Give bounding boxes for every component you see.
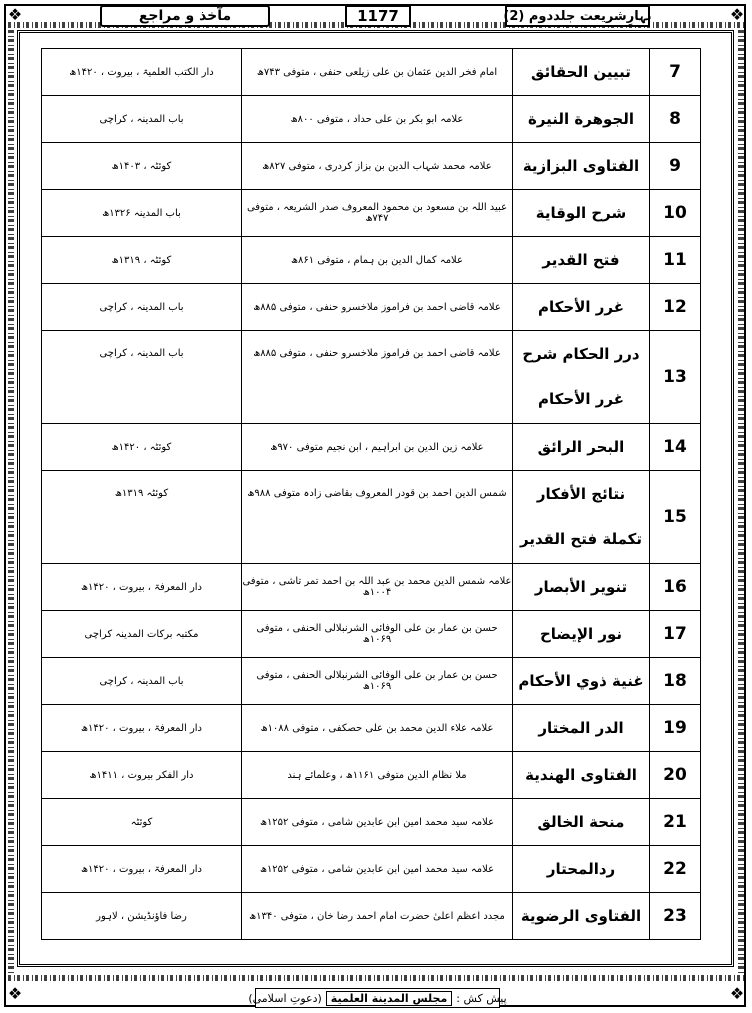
references-table <box>41 48 701 940</box>
book-name: تنوير الأبصار <box>513 564 650 611</box>
publisher: رضا فاؤنڈیشن ، لاہور <box>42 893 242 940</box>
row-number: 19 <box>650 705 701 752</box>
publisher: دار الکتب العلمیۃ ، بیروت ، ۱۴۲۰ھ <box>42 49 242 96</box>
table-row <box>42 752 701 799</box>
author-name: ملا نظام الدین متوفی ۱۱۶۱ھ ، وعلمائے ہند <box>242 752 513 799</box>
book-name: الفتاوى الهندية <box>513 752 650 799</box>
book-title: بہارِشریعت جلددوم (2) <box>505 5 650 27</box>
table-row <box>42 190 701 237</box>
book-name: نور الإيضاح <box>513 611 650 658</box>
organization-name: مجلس المدينة العلمية <box>326 991 453 1006</box>
corner-ornament-icon: ❖ <box>7 984 23 1003</box>
table-row <box>42 611 701 658</box>
author-name: علامہ قاضی احمد بن فراموز ملاخسرو حنفی ، متوفی ۸۸۵ھ <box>242 284 513 331</box>
author-name: حسن بن عمار بن علی الوفائی الشرنبلالی الحنفی ، متوفی ۱۰۶۹ھ <box>242 658 513 705</box>
publisher: باب المدینہ ، کراچی <box>42 284 242 331</box>
table-row <box>42 143 701 190</box>
publisher: کوئٹہ ، ۱۳۱۹ھ <box>42 237 242 284</box>
table-row <box>42 331 701 424</box>
publisher: کوئٹہ ، ۱۴۰۳ھ <box>42 143 242 190</box>
publisher: کوئٹہ ، ۱۴۲۰ھ <box>42 424 242 471</box>
row-number: 16 <box>650 564 701 611</box>
row-number: 13 <box>650 331 701 424</box>
row-number: 22 <box>650 846 701 893</box>
page-number: 1177 <box>345 5 411 27</box>
author-name: علامہ قاضی احمد بن فراموز ملاخسرو حنفی ، متوفی ۸۸۵ھ <box>242 331 513 424</box>
book-name: تبیین الحقائق <box>513 49 650 96</box>
section-title: مآخذ و مراجع <box>100 5 270 27</box>
row-number: 8 <box>650 96 701 143</box>
book-name-line-2: غرر الأحكام <box>538 390 624 408</box>
footer <box>248 988 507 1008</box>
author-name: علامہ ابو بکر بن علی حداد ، متوفی ۸۰۰ھ <box>242 96 513 143</box>
bottom-border-ornament <box>8 975 744 981</box>
author-name: علامہ شمس الدین محمد بن عبد اللہ بن احمد تمر تاشی ، متوفی ۱۰۰۴ھ <box>242 564 513 611</box>
author-name: علامہ زین الدین بن ابراہیم ، ابن نجیم متوفی ۹۷۰ھ <box>242 424 513 471</box>
book-name: الفتاوى الرضوية <box>513 893 650 940</box>
author-name: علامہ سید محمد امین ابن عابدین شامی ، متوفی ۱۲۵۲ھ <box>242 799 513 846</box>
row-number: 9 <box>650 143 701 190</box>
table-row <box>42 658 701 705</box>
publisher: باب المدینہ ۱۳۲۶ھ <box>42 190 242 237</box>
book-name: غنية ذوي الأحكام <box>513 658 650 705</box>
book-name <box>513 471 650 564</box>
book-name: الفتاوی البزازية <box>513 143 650 190</box>
table-row <box>42 564 701 611</box>
author-name: علامہ سید محمد امین ابن عابدین شامی ، متوفی ۱۲۵۲ھ <box>242 846 513 893</box>
book-name-line-2: تكملة فتح القدير <box>519 530 643 548</box>
table-row <box>42 49 701 96</box>
book-name: منحة الخالق <box>513 799 650 846</box>
publisher: کوئٹہ <box>42 799 242 846</box>
publisher: مکتبہ برکات المدینہ کراچی <box>42 611 242 658</box>
table-row <box>42 893 701 940</box>
book-name: الدر المختار <box>513 705 650 752</box>
author-name: امام فخر الدین عثمان بن علی زیلعی حنفی ، متوفی ۷۴۳ھ <box>242 49 513 96</box>
author-name: شمس الدین احمد بن قودر المعروف بقاضی زادہ متوفی ۹۸۸ھ <box>242 471 513 564</box>
row-number: 18 <box>650 658 701 705</box>
row-number: 11 <box>650 237 701 284</box>
book-name: فتح القدير <box>513 237 650 284</box>
publisher: باب المدینہ ، کراچی <box>42 96 242 143</box>
publisher: باب المدینہ ، کراچی <box>42 331 242 424</box>
table-row <box>42 424 701 471</box>
table-row <box>42 705 701 752</box>
row-number: 21 <box>650 799 701 846</box>
table-row <box>42 237 701 284</box>
book-name: الجوهرة النيرة <box>513 96 650 143</box>
row-number: 17 <box>650 611 701 658</box>
book-name: ردالمحتار <box>513 846 650 893</box>
row-number: 23 <box>650 893 701 940</box>
left-border-ornament <box>8 30 14 973</box>
presenter-label: پیش کش : <box>456 991 507 1005</box>
table-row <box>42 471 701 564</box>
row-number: 20 <box>650 752 701 799</box>
author-name: عبید اللہ بن مسعود بن محمود المعروف صدر الشریعہ ، متوفی ۷۴۷ھ <box>242 190 513 237</box>
row-number: 7 <box>650 49 701 96</box>
table-row <box>42 96 701 143</box>
author-name: علامہ کمال الدین بن ہمام ، متوفی ۸۶۱ھ <box>242 237 513 284</box>
row-number: 10 <box>650 190 701 237</box>
right-border-ornament <box>738 30 744 973</box>
corner-ornament-icon: ❖ <box>729 984 745 1003</box>
publisher: دار المعرفۃ ، بیروت ، ۱۴۲۰ھ <box>42 846 242 893</box>
author-name: علامہ محمد شہاب الدین بن بزاز کردری ، متوفی ۸۲۷ھ <box>242 143 513 190</box>
corner-ornament-icon: ❖ <box>7 5 23 24</box>
publisher: کوئٹہ ۱۳۱۹ھ <box>42 471 242 564</box>
publisher: دار المعرفۃ ، بیروت ، ۱۴۲۰ھ <box>42 564 242 611</box>
author-name: علامہ علاء الدین محمد بن علی حصکفی ، متوفی ۱۰۸۸ھ <box>242 705 513 752</box>
author-name: مجدد اعظم اعلیٰ حضرت امام احمد رضا خان ، متوفی ۱۳۴۰ھ <box>242 893 513 940</box>
book-name: شرح الوقاية <box>513 190 650 237</box>
publisher: دار الفکر بیروت ، ۱۴۱۱ھ <box>42 752 242 799</box>
organization-note: (دعوتِ اسلامی) <box>248 991 322 1005</box>
book-name-line-1: درر الحكام شرح <box>522 345 640 363</box>
table-row <box>42 846 701 893</box>
publisher: باب المدینہ ، کراچی <box>42 658 242 705</box>
row-number: 12 <box>650 284 701 331</box>
publisher: دار المعرفۃ ، بیروت ، ۱۴۲۰ھ <box>42 705 242 752</box>
row-number: 15 <box>650 471 701 564</box>
book-name-line-1: نتائج الأفكار <box>536 485 626 503</box>
corner-ornament-icon: ❖ <box>729 5 745 24</box>
table-row <box>42 799 701 846</box>
book-name <box>513 331 650 424</box>
book-name: غرر الأحكام <box>513 284 650 331</box>
table-row <box>42 284 701 331</box>
author-name: حسن بن عمار بن علی الوفائی الشرنبلالی الحنفی ، متوفی ۱۰۶۹ھ <box>242 611 513 658</box>
row-number: 14 <box>650 424 701 471</box>
book-name: البحر الرائق <box>513 424 650 471</box>
